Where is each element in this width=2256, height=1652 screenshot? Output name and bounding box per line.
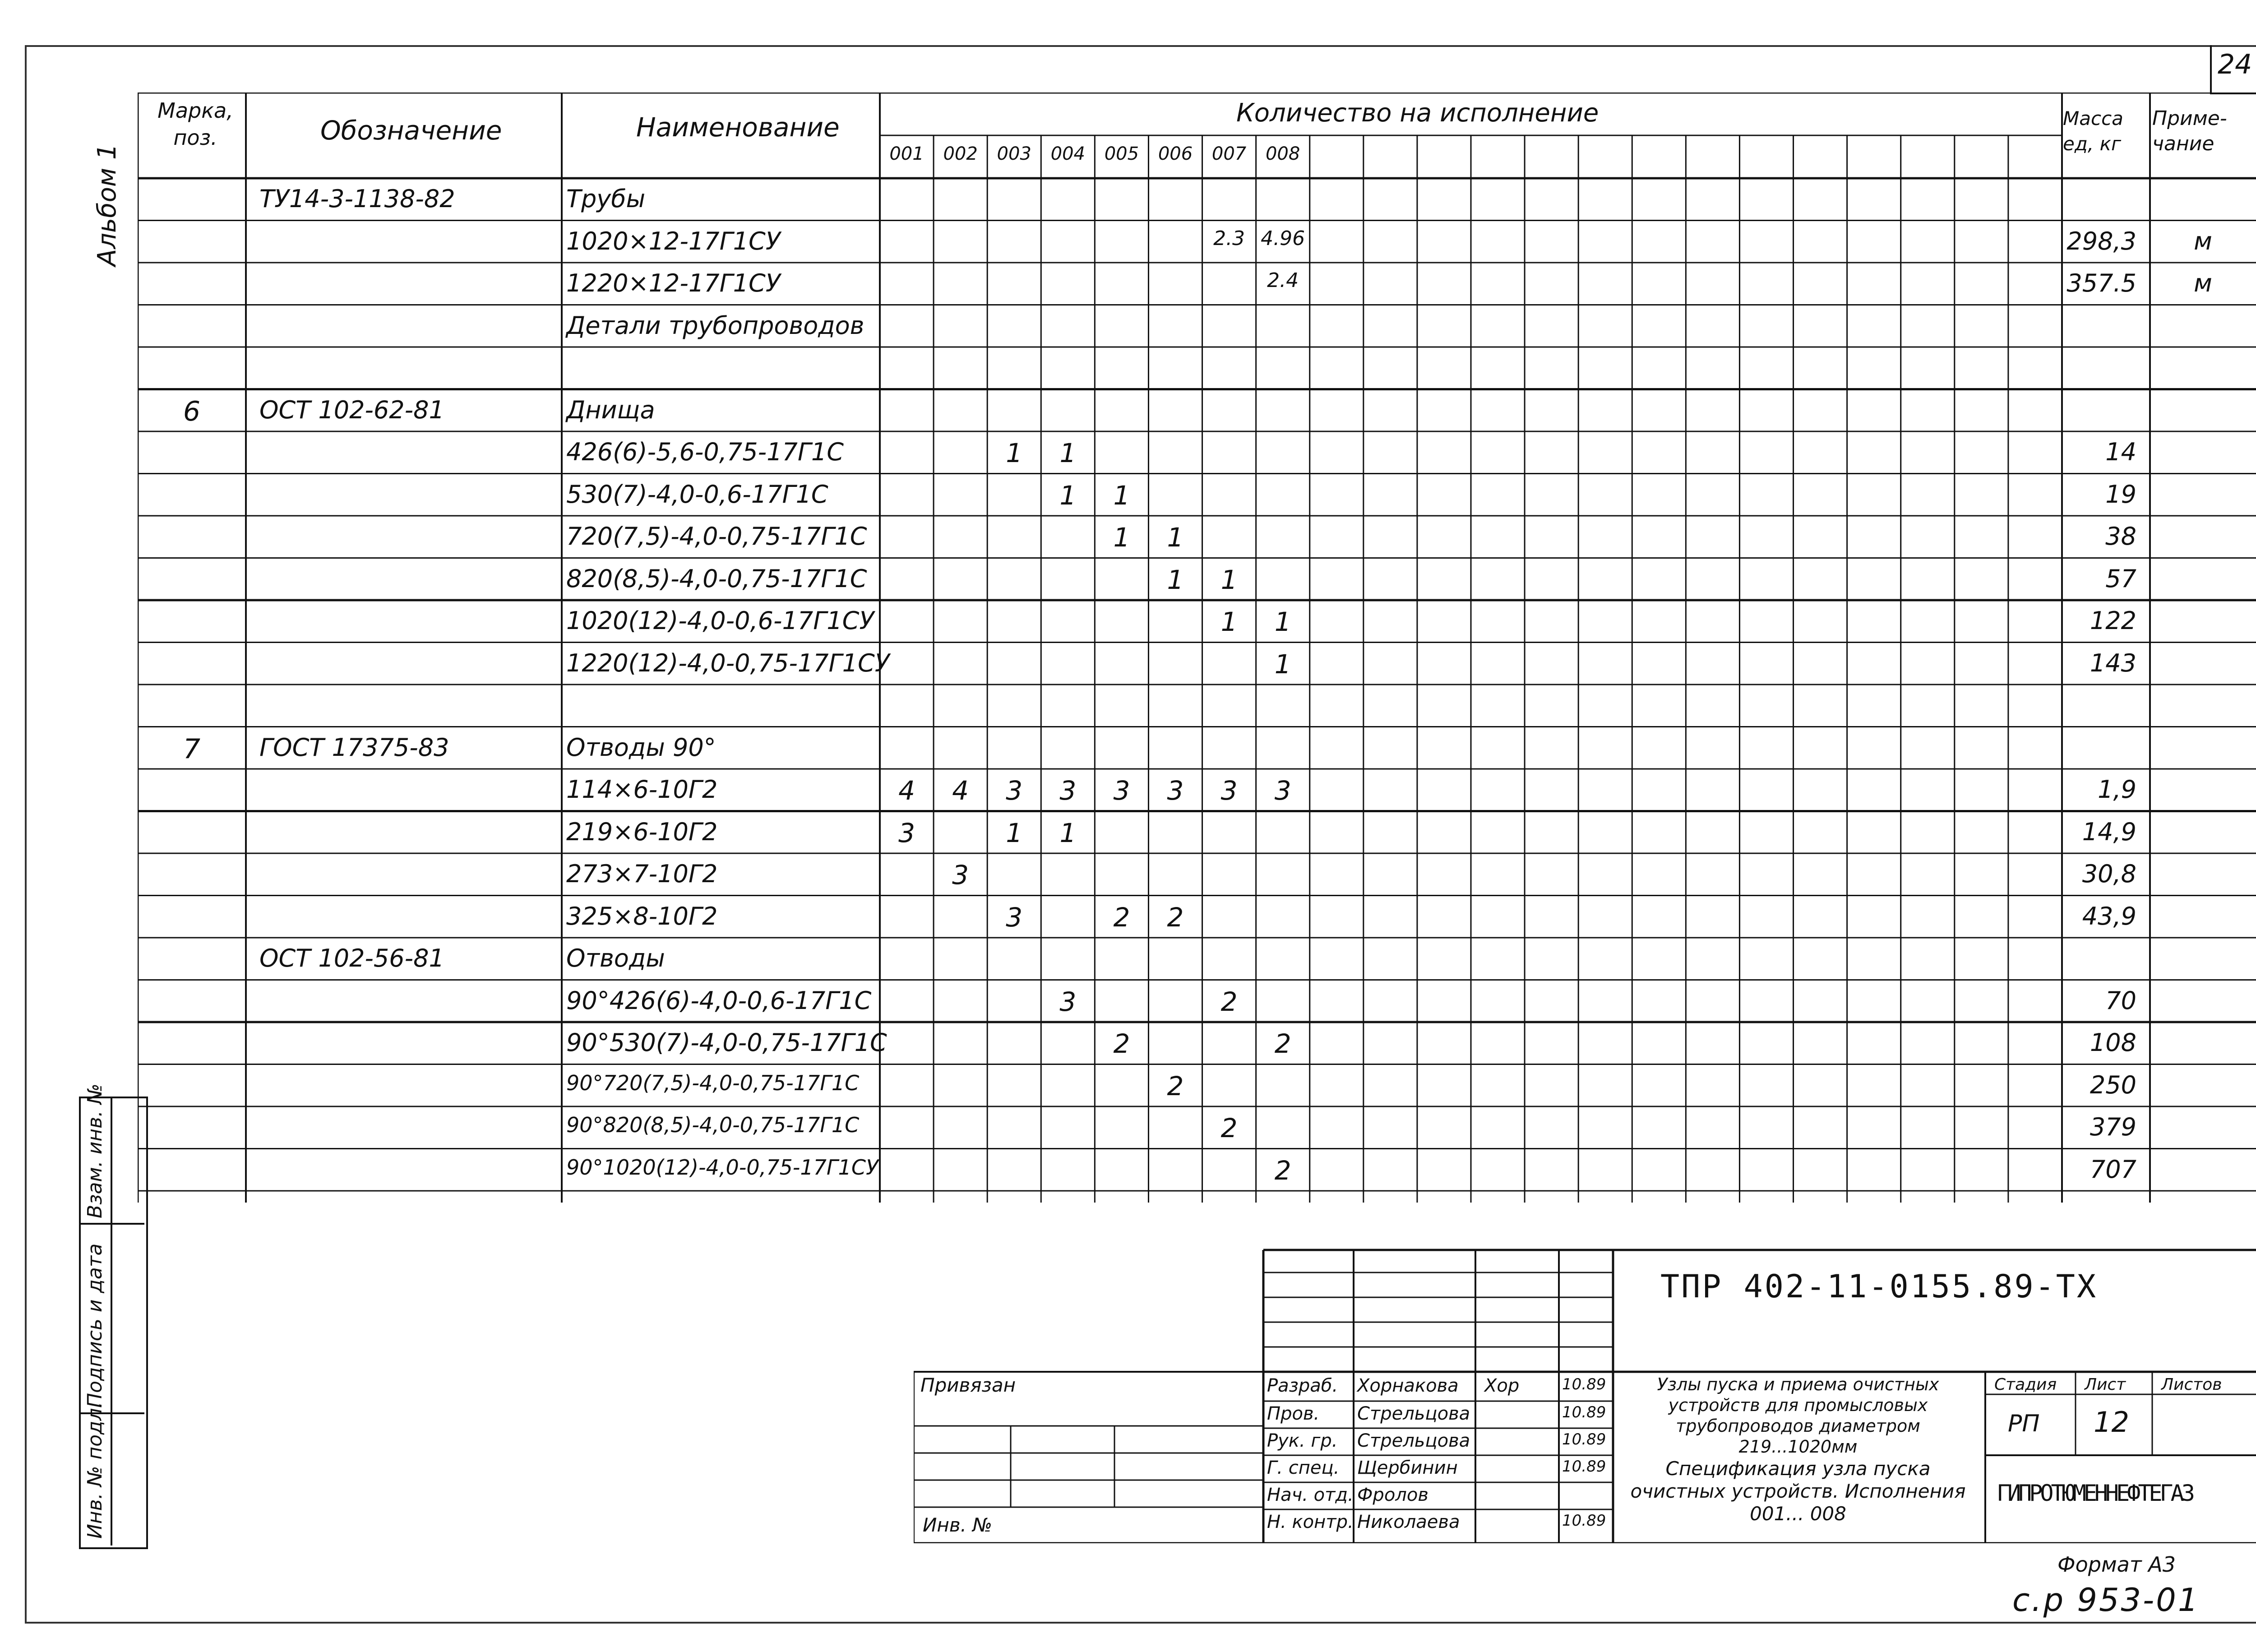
row-mass: 1,9: [2098, 775, 2136, 804]
tb-role: Г. спец.: [1267, 1458, 1340, 1478]
row-quantity: 3: [1006, 775, 1023, 806]
tb-name: Хорнакова: [1357, 1375, 1459, 1396]
sheet-number: 24: [2218, 49, 2252, 80]
row-name: 325×8-10Г2: [566, 902, 718, 930]
bottom-code: с.р 953-01: [2012, 1582, 2200, 1619]
row-quantity: 1: [1059, 438, 1077, 468]
row-quantity: 3: [1274, 775, 1291, 806]
row-quantity: 2.3: [1213, 227, 1245, 250]
row-mass: 43,9: [2082, 902, 2136, 930]
row-name: Отводы: [566, 944, 665, 972]
row-quantity: 4: [952, 775, 969, 806]
row-name: 426(6)-5,6-0,75-17Г1С: [566, 438, 844, 466]
row-quantity: 1: [1274, 606, 1291, 637]
header-quantity: Количество на исполнение: [1236, 98, 1599, 128]
row-name: 273×7-10Г2: [566, 860, 718, 888]
row-quantity: 3: [1113, 775, 1130, 806]
header-name: Наименование: [636, 112, 840, 143]
variant-header: 004: [1050, 143, 1085, 164]
tb-date: 10.89: [1562, 1512, 1606, 1530]
row-quantity: 4: [898, 775, 915, 806]
header-note: Приме- чание: [2152, 107, 2227, 155]
row-mass: 38: [2105, 522, 2136, 551]
tb-role: Н. контр.: [1267, 1512, 1354, 1532]
row-name: 90°426(6)-4,0-0,6-17Г1С: [566, 986, 872, 1015]
variant-header: 002: [943, 143, 978, 164]
row-name: 1220×12-17Г1СУ: [566, 269, 781, 297]
row-name: 90°1020(12)-4,0-0,75-17Г1СУ: [566, 1155, 878, 1180]
row-quantity: 1: [1113, 480, 1130, 511]
row-mark: 7: [183, 733, 201, 765]
row-quantity: 3: [898, 817, 915, 848]
row-mass: 19: [2105, 480, 2136, 509]
row-mass: 379: [2090, 1113, 2136, 1141]
sheet-value: 12: [2094, 1406, 2129, 1439]
row-quantity: 2: [1220, 1113, 1238, 1143]
tb-date: 10.89: [1562, 1375, 1606, 1393]
tb-name: Николаева: [1357, 1512, 1460, 1532]
tb-name: Стрельцова: [1357, 1430, 1470, 1451]
privyazan-label: Привязан: [920, 1374, 1016, 1396]
side-inv-podl: Инв. № подл.: [83, 1402, 106, 1539]
row-mass: 30,8: [2082, 860, 2136, 888]
row-designation: ОСТ 102-62-81: [259, 395, 444, 424]
org-name: ГИПРОТЮМЕННЕФТЕГАЗ: [1997, 1480, 2192, 1506]
variant-header: 006: [1158, 143, 1193, 164]
tb-role: Пров.: [1267, 1403, 1320, 1424]
row-note: м: [2194, 227, 2212, 255]
row-designation: ОСТ 102-56-81: [259, 944, 444, 972]
row-quantity: 1: [1220, 606, 1238, 637]
row-quantity: 2: [1167, 1070, 1184, 1101]
tb-date: 10.89: [1562, 1458, 1606, 1476]
stage-value: РП: [2008, 1410, 2040, 1437]
row-name: 1020×12-17Г1СУ: [566, 227, 781, 255]
row-quantity: 1: [1059, 480, 1077, 511]
row-quantity: 4.96: [1261, 227, 1305, 250]
header-mark: Марка, поз.: [157, 98, 233, 150]
row-mass: 707: [2090, 1155, 2136, 1184]
tb-name: Фролов: [1357, 1485, 1428, 1505]
row-quantity: 3: [1059, 775, 1077, 806]
row-quantity: 3: [1167, 775, 1184, 806]
row-name: 1220(12)-4,0-0,75-17Г1СУ: [566, 648, 890, 677]
row-name: 820(8,5)-4,0-0,75-17Г1С: [566, 564, 867, 593]
variant-header: 003: [997, 143, 1031, 164]
row-name: 720(7,5)-4,0-0,75-17Г1С: [566, 522, 867, 551]
variant-header: 007: [1211, 143, 1247, 164]
row-designation: ГОСТ 17375-83: [259, 733, 449, 762]
object-title: Узлы пуска и приема очистных устройств для промысловых трубопроводов диаметром 219...1020мм: [1657, 1374, 1939, 1457]
row-name: 114×6-10Г2: [566, 775, 718, 804]
row-name: 1020(12)-4,0-0,6-17Г1СУ: [566, 606, 874, 635]
format-label: Формат А3: [2057, 1552, 2176, 1577]
row-quantity: 1: [1220, 564, 1238, 595]
tb-sign: Хор: [1484, 1375, 1520, 1396]
row-quantity: 3: [952, 860, 969, 890]
variant-header: 005: [1104, 143, 1139, 164]
row-quantity: 1: [1113, 522, 1130, 553]
row-mass: 357.5: [2066, 269, 2136, 297]
sheets-label: Листов: [2161, 1375, 2222, 1394]
tb-date: 10.89: [1562, 1430, 1606, 1448]
spec-table-grid: [138, 93, 2256, 1203]
row-quantity: 3: [1059, 986, 1077, 1017]
row-quantity: 1: [1167, 564, 1184, 595]
sheet-label: Лист: [2085, 1375, 2126, 1394]
row-quantity: 3: [1006, 902, 1023, 933]
row-mass: 14,9: [2082, 817, 2136, 846]
row-quantity: 3: [1220, 775, 1238, 806]
row-quantity: 1: [1059, 817, 1077, 848]
spec-table: [138, 93, 2256, 1203]
row-quantity: 1: [1006, 438, 1023, 468]
variant-header: 008: [1265, 143, 1300, 164]
tb-role: Рук. гр.: [1267, 1430, 1338, 1451]
tb-name: Щербинин: [1357, 1458, 1458, 1478]
row-name: 219×6-10Г2: [566, 817, 718, 846]
row-quantity: 1: [1006, 817, 1023, 848]
row-mark: 6: [183, 395, 201, 427]
row-mass: 70: [2105, 986, 2136, 1015]
stage-label: Стадия: [1994, 1375, 2057, 1394]
tb-date: 10.89: [1562, 1403, 1606, 1421]
row-name: 90°720(7,5)-4,0-0,75-17Г1С: [566, 1070, 860, 1095]
sheet-title: Спецификация узла пуска очистных устройств. Исполнения 001... 008: [1630, 1458, 1966, 1525]
inv-no-label: Инв. №: [923, 1514, 993, 1536]
row-quantity: 2.4: [1267, 269, 1299, 292]
header-designation: Обозначение: [320, 115, 502, 146]
row-mass: 122: [2090, 606, 2136, 635]
side-vzam-inv: Взам. инв. №: [83, 1083, 106, 1218]
row-quantity: 2: [1167, 902, 1184, 933]
row-quantity: 2: [1113, 902, 1130, 933]
row-mass: 298,3: [2066, 227, 2136, 255]
album-label: Альбом 1: [92, 143, 122, 266]
row-mass: 108: [2090, 1028, 2136, 1057]
row-name: 90°530(7)-4,0-0,75-17Г1С: [566, 1028, 887, 1057]
row-mass: 143: [2090, 648, 2136, 677]
row-quantity: 2: [1113, 1028, 1130, 1059]
row-name: Днища: [566, 395, 655, 424]
row-quantity: 1: [1274, 648, 1291, 680]
row-name: Детали трубопроводов: [566, 311, 864, 340]
row-designation: ТУ14-3-1138-82: [259, 185, 455, 213]
row-name: 530(7)-4,0-0,6-17Г1С: [566, 480, 828, 509]
tb-role: Разраб.: [1267, 1375, 1338, 1396]
row-quantity: 2: [1274, 1155, 1291, 1186]
row-mass: 250: [2090, 1070, 2136, 1099]
tb-role: Нач. отд.: [1267, 1485, 1354, 1505]
row-name: Отводы 90°: [566, 733, 716, 762]
row-quantity: 2: [1220, 986, 1238, 1017]
variant-header: 001: [889, 143, 924, 164]
row-note: м: [2194, 269, 2212, 297]
row-quantity: 2: [1274, 1028, 1291, 1059]
row-mass: 57: [2105, 564, 2136, 593]
doc-code: ТПР 402-11-0155.89-ТХ: [1660, 1268, 2098, 1305]
header-mass: Масса ед, кг: [2063, 107, 2123, 155]
row-name: 90°820(8,5)-4,0-0,75-17Г1С: [566, 1113, 860, 1137]
row-mass: 14: [2105, 438, 2136, 466]
side-podpis-data: Подпись и дата: [83, 1243, 106, 1408]
tb-name: Стрельцова: [1357, 1403, 1470, 1424]
row-quantity: 1: [1167, 522, 1184, 553]
row-name: Трубы: [566, 185, 646, 213]
